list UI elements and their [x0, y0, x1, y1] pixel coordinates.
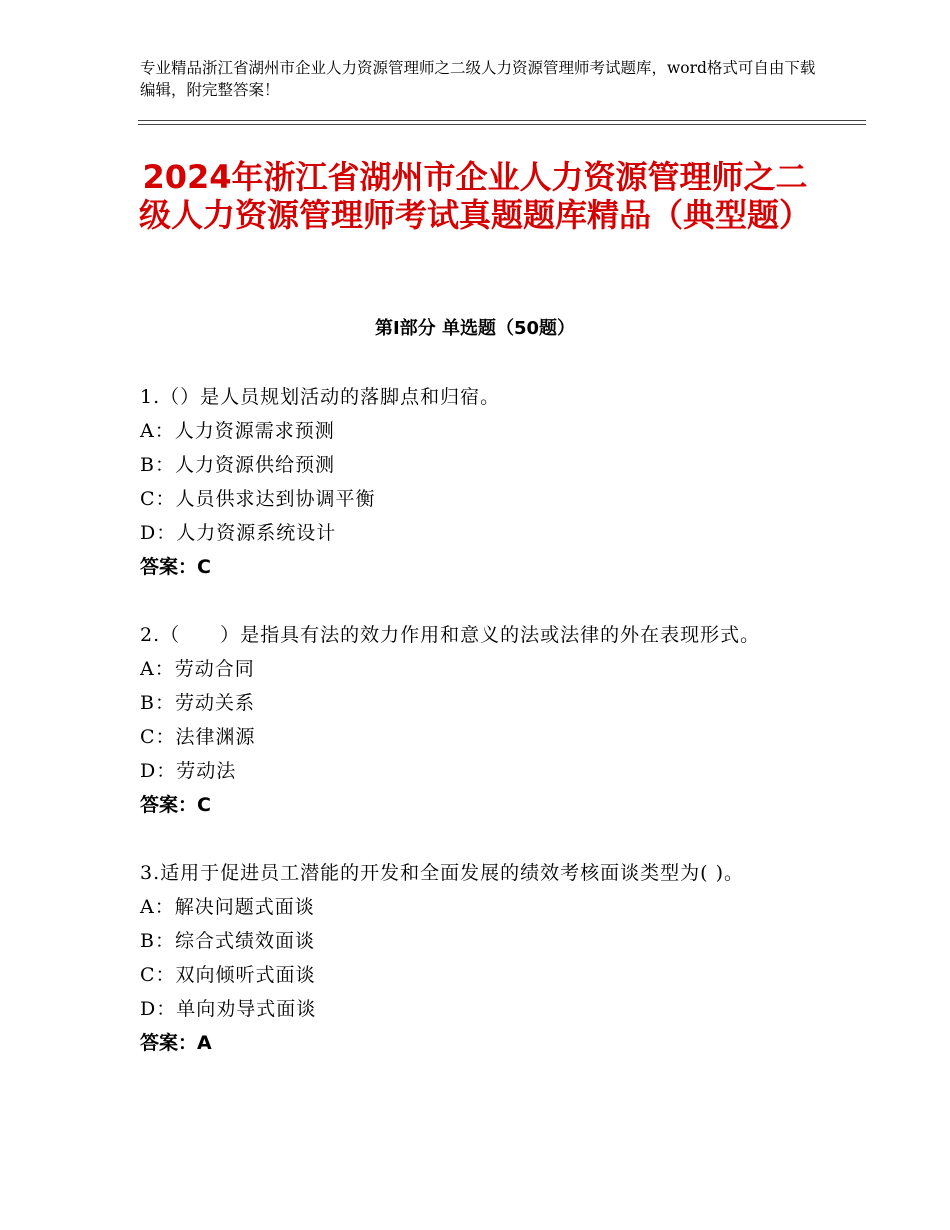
- option-a: A：解决问题式面谈: [140, 896, 315, 918]
- option-d: D：人力资源系统设计: [140, 522, 337, 544]
- document-title: 2024年浙江省湖州市企业人力资源管理师之二级人力资源管理师考试真题题库精品（典型题）: [138, 158, 811, 234]
- header-note: 专业精品浙江省湖州市企业人力资源管理师之二级人力资源管理师考试题库，word格式可自由下载编辑，附完整答案！: [140, 59, 816, 99]
- answer: 答案：A: [140, 1032, 212, 1054]
- question-stem: 2.（ ）是指具有法的效力作用和意义的法或法律的外在表现形式。: [140, 624, 761, 646]
- section-title: 第Ⅰ部分 单选题（50题）: [374, 318, 575, 339]
- header-divider: [138, 120, 866, 125]
- option-d: D：单向劝导式面谈: [140, 998, 317, 1020]
- question-1: [140, 380, 800, 584]
- option-c: C：人员供求达到协调平衡: [140, 488, 376, 510]
- option-b: B：劳动关系: [140, 692, 255, 714]
- option-a: A：人力资源需求预测: [140, 420, 335, 442]
- question-stem: 3.适用于促进员工潜能的开发和全面发展的绩效考核面谈类型为( )。: [140, 862, 744, 884]
- option-a: A：劳动合同: [140, 658, 255, 680]
- option-d: D：劳动法: [140, 760, 237, 782]
- question-list: [140, 380, 800, 1094]
- question-3: [140, 856, 800, 1060]
- option-c: C：双向倾听式面谈: [140, 964, 316, 986]
- question-2: [140, 618, 800, 822]
- question-stem: 1.（）是人员规划活动的落脚点和归宿。: [140, 386, 501, 408]
- option-b: B：综合式绩效面谈: [140, 930, 315, 952]
- answer: 答案：C: [140, 794, 211, 816]
- option-b: B：人力资源供给预测: [140, 454, 335, 476]
- answer: 答案：C: [140, 556, 211, 578]
- option-c: C：法律渊源: [140, 726, 256, 748]
